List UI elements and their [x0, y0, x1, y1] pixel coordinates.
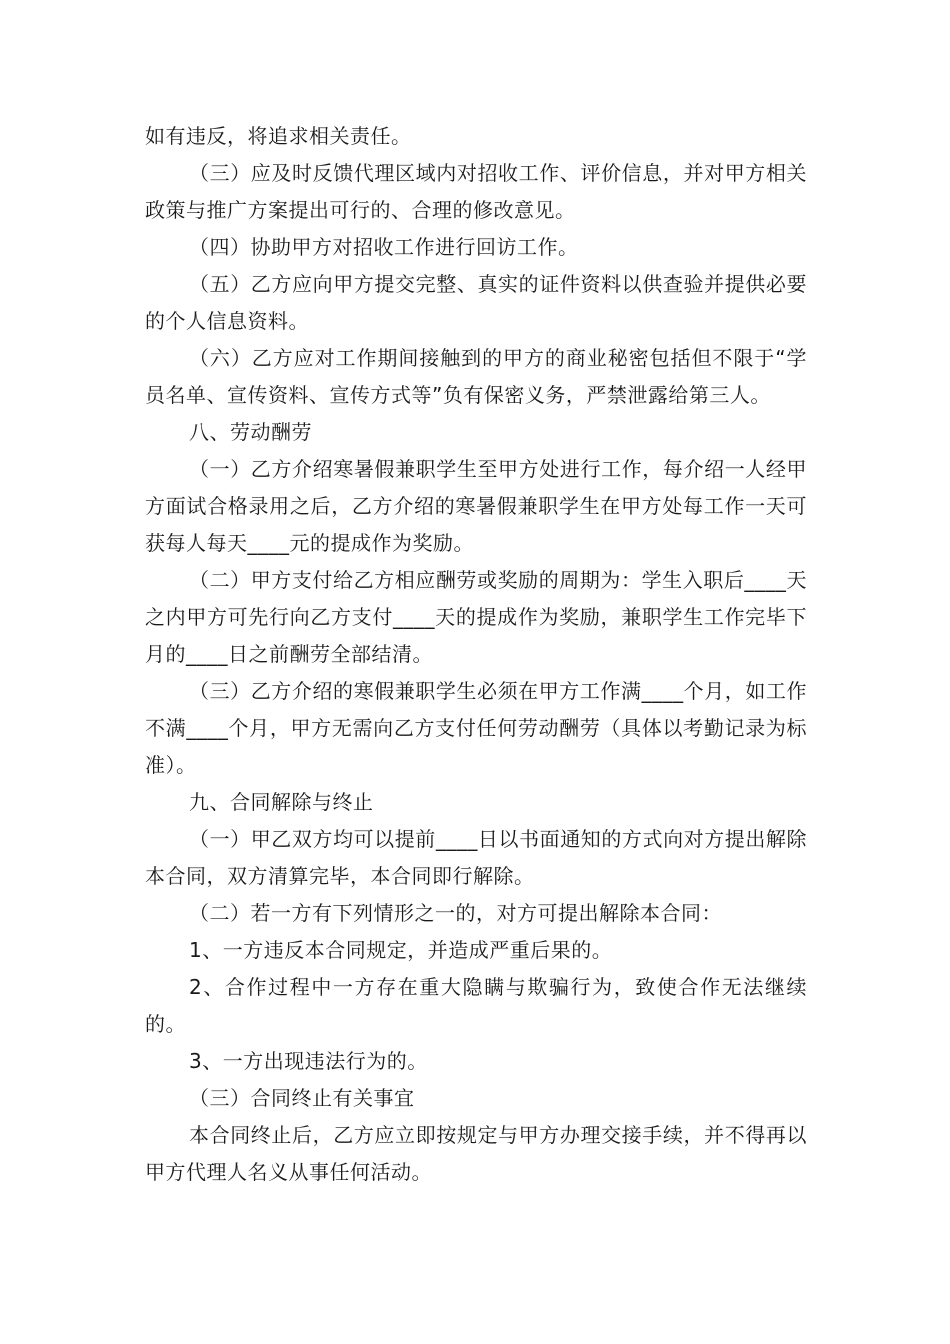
section-heading-9: 九、合同解除与终止	[189, 790, 374, 814]
list-item-1: 1、一方违反本合同规定，并造成严重后果的。	[189, 938, 613, 962]
paragraph-2: （三）应及时反馈代理区域内对招收工作、评价信息，并对甲方相关政策与推广方案提出可行的、合理的修改意见。	[145, 161, 807, 222]
paragraph-8: （二）甲方支付给乙方相应酬劳或奖励的周期为：学生入职后____天之内甲方可先行向乙方支付____天的提成作为奖励，兼职学生工作完毕下月的____日之前酬劳全部结清。	[145, 568, 807, 666]
paragraph-12: （二）若一方有下列情形之一的，对方可提出解除本合同：	[189, 901, 722, 925]
paragraph-16: （三）合同终止有关事宜	[189, 1086, 415, 1110]
paragraph-9: （三）乙方介绍的寒假兼职学生必须在甲方工作满____个月，如工作不满____个月，甲方无需向乙方支付任何劳动酬劳（具体以考勤记录为标准）。	[145, 679, 807, 777]
paragraph-7: （一）乙方介绍寒暑假兼职学生至甲方处进行工作，每介绍一人经甲方面试合格录用之后，乙方介绍的寒暑假兼职学生在甲方处每工作一天可获每人每天____元的提成作为奖励。	[145, 457, 807, 555]
section-heading-8: 八、劳动酬劳	[189, 420, 312, 444]
paragraph-1: 如有违反，将追求相关责任。	[145, 124, 412, 148]
paragraph-17: 本合同终止后，乙方应立即按规定与甲方办理交接手续，并不得再以甲方代理人名义从事任何活动。	[145, 1123, 807, 1184]
paragraph-3: （四）协助甲方对招收工作进行回访工作。	[189, 235, 579, 259]
list-item-2: 2、合作过程中一方存在重大隐瞒与欺骗行为，致使合作无法继续的。	[145, 975, 807, 1036]
paragraph-11: （一）甲乙双方均可以提前____日以书面通知的方式向对方提出解除本合同，双方清算完毕，本合同即行解除。	[145, 827, 807, 888]
paragraph-4: （五）乙方应向甲方提交完整、真实的证件资料以供查验并提供必要的个人信息资料。	[145, 272, 807, 333]
list-item-3: 3、一方出现违法行为的。	[189, 1049, 428, 1073]
paragraph-5: （六）乙方应对工作期间接触到的甲方的商业秘密包括但不限于“学员名单、宣传资料、宣传方式等”负有保密义务，严禁泄露给第三人。	[145, 346, 807, 407]
document-body	[145, 118, 807, 1191]
